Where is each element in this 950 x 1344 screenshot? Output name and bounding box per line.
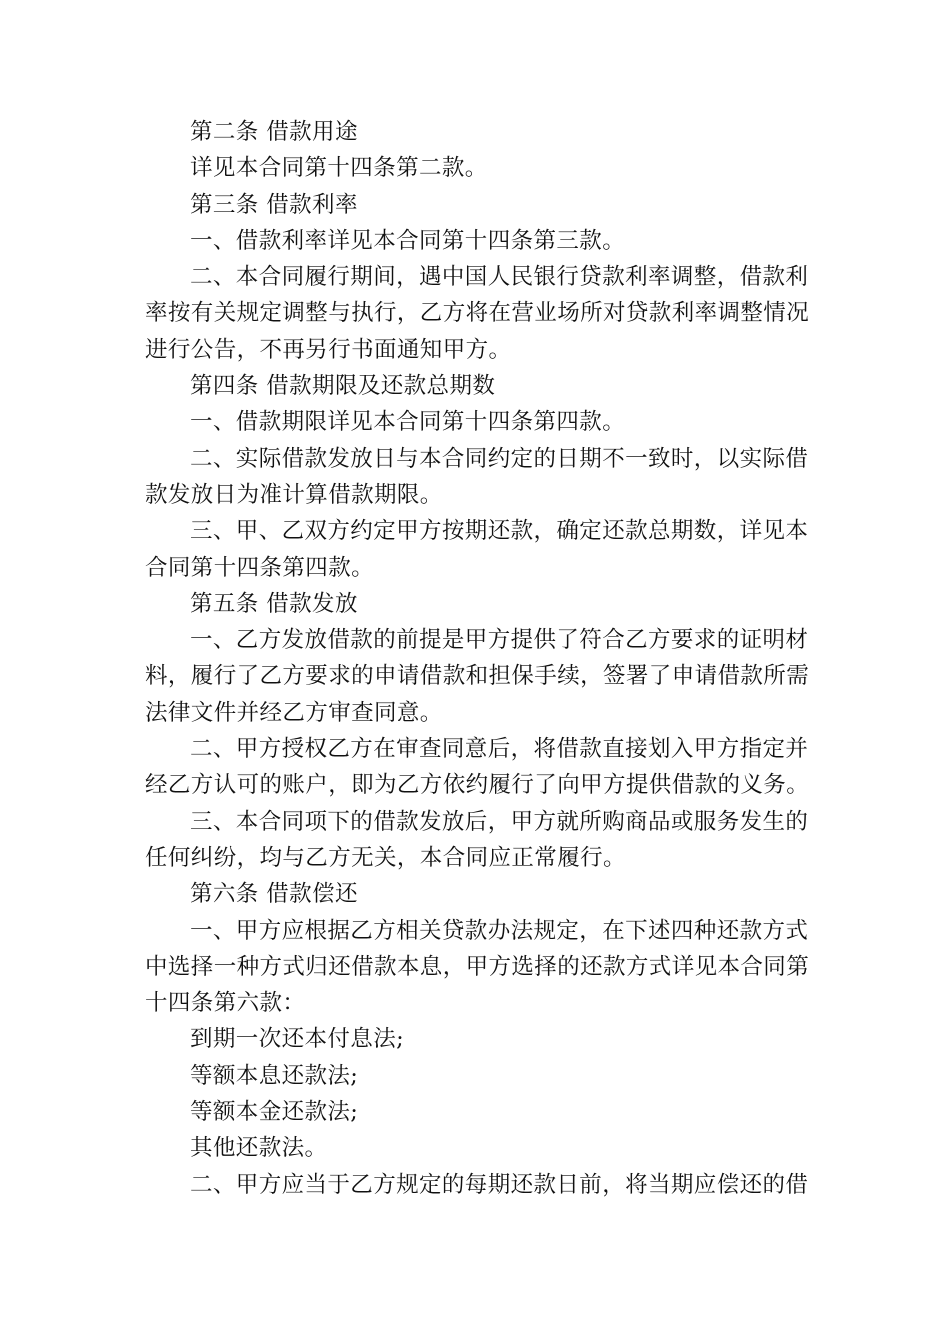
text-line: 二、实际借款发放日与本合同约定的日期不一致时，以实际借	[190, 445, 809, 472]
text-line: 三、甲、乙双方约定甲方按期还款，确定还款总期数，详见本	[190, 518, 809, 545]
text-line: 任何纠纷，均与乙方无关，本合同应正常履行。	[145, 844, 626, 871]
text-line: 法律文件并经乙方审查同意。	[145, 699, 443, 726]
text-line: 一、借款利率详见本合同第十四条第三款。	[190, 227, 626, 254]
text-line: 率按有关规定调整与执行，乙方将在营业场所对贷款利率调整情况	[145, 300, 810, 327]
text-line: 经乙方认可的账户，即为乙方依约履行了向甲方提供借款的义务。	[145, 772, 810, 799]
text-line: 二、甲方应当于乙方规定的每期还款日前，将当期应偿还的借	[190, 1171, 809, 1198]
text-line: 到期一次还本付息法;	[190, 1026, 405, 1053]
text-line: 其他还款法。	[190, 1135, 328, 1162]
text-line: 一、乙方发放借款的前提是甲方提供了符合乙方要求的证明材	[190, 627, 809, 654]
text-line: 二、甲方授权乙方在审查同意后，将借款直接划入甲方指定并	[190, 736, 809, 763]
text-line: 中选择一种方式归还借款本息，甲方选择的还款方式详见本合同第	[145, 953, 810, 980]
text-line: 第二条 借款用途	[190, 119, 358, 145]
text-line: 十四条第六款：	[145, 990, 306, 1017]
text-line: 一、借款期限详见本合同第十四条第四款。	[190, 409, 626, 436]
text-line: 详见本合同第十四条第二款。	[190, 155, 488, 182]
text-line: 第四条 借款期限及还款总期数	[190, 373, 496, 400]
text-line: 等额本金还款法;	[190, 1099, 359, 1126]
document-body	[145, 114, 810, 1203]
text-line: 第五条 借款发放	[190, 590, 358, 617]
text-line: 一、甲方应根据乙方相关贷款办法规定，在下述四种还款方式	[190, 917, 809, 944]
text-line: 第六条 借款偿还	[190, 881, 358, 908]
text-line: 二、本合同履行期间，遇中国人民银行贷款利率调整，借款利	[190, 264, 809, 291]
text-line: 款发放日为准计算借款期限。	[145, 481, 443, 508]
text-line: 进行公告，不再另行书面通知甲方。	[145, 336, 512, 363]
text-line: 三、本合同项下的借款发放后，甲方就所购商品或服务发生的	[190, 808, 809, 835]
text-line: 合同第十四条第四款。	[145, 554, 375, 581]
text-line: 第三条 借款利率	[190, 191, 358, 218]
text-line: 料，履行了乙方要求的申请借款和担保手续，签署了申请借款所需	[145, 663, 810, 690]
text-line: 等额本息还款法;	[190, 1062, 359, 1089]
